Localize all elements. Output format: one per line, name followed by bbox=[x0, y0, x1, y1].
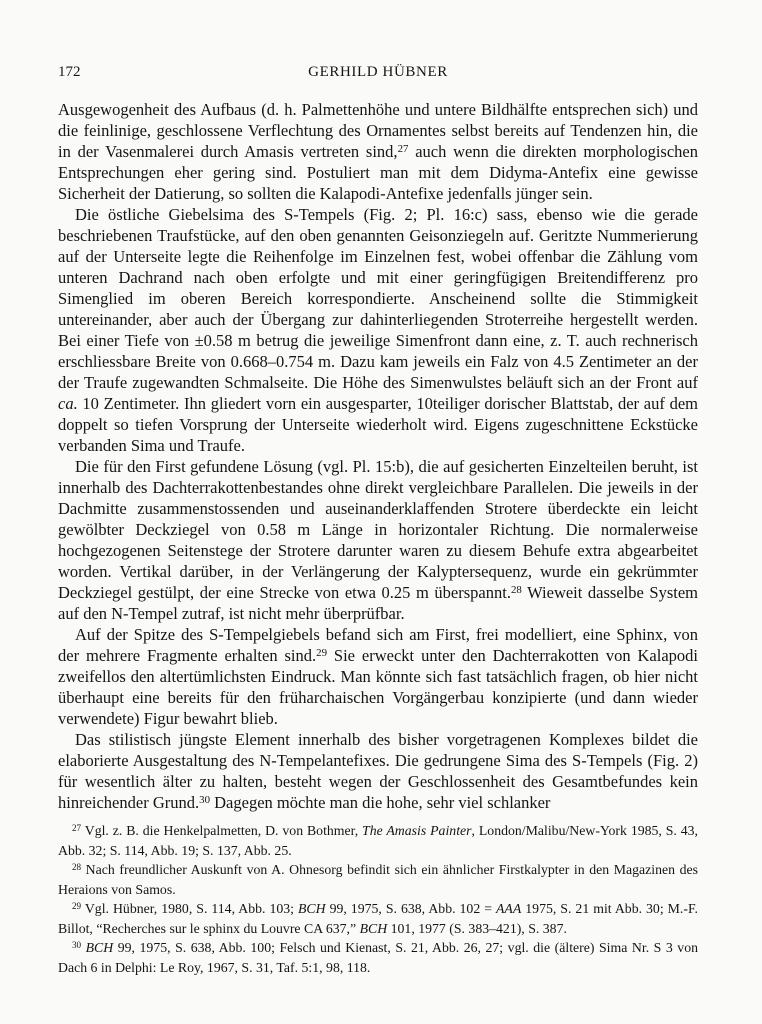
text-run: Vgl. Hübner, 1980, S. 114, Abb. 103; bbox=[81, 901, 298, 916]
footnotes-block bbox=[58, 821, 698, 977]
footnote-marker: 27 bbox=[397, 143, 409, 156]
body-paragraph bbox=[58, 456, 698, 624]
text-run: ca. bbox=[58, 394, 78, 413]
footnote-marker: 27 bbox=[72, 823, 82, 834]
body-paragraph bbox=[58, 624, 698, 729]
footnote-marker: 30 bbox=[199, 794, 210, 807]
text-run: Auf der Spitze des S-Tempelgiebels befand sich am First, frei modelliert, eine Sphinx, von der mehrere Fragmente erhalten sind. bbox=[58, 625, 698, 665]
footnote bbox=[58, 860, 698, 899]
text-run: Ausgewogenheit des Aufbaus (d. h. Palmettenhöhe und untere Bildhälfte entsprechen sich) und die feinlinige, geschlossene Verflechtung des Ornamentes selbst bereits auf Tendenzen hin, die in der Vasenmalerei durch Amasis vertreten sind, bbox=[58, 100, 698, 161]
footnote-marker: 30 bbox=[72, 940, 82, 951]
footnote bbox=[58, 899, 698, 938]
body-paragraph bbox=[58, 204, 698, 456]
running-header bbox=[58, 63, 698, 81]
text-run: , London/Malibu/New-York 1985, S. 43, Abb. 32; S. 114, Abb. 19; S. 137, Abb. 25. bbox=[58, 823, 699, 858]
text-run: 99, 1975, S. 638, Abb. 100; Felsch und Kienast, S. 21, Abb. 26, 27; vgl. die (ältere) Sima Nr. S 3 von Dach 6 in Delphi: Le Roy, 1967, S. 31, Taf. 5:1, 98, 118. bbox=[58, 940, 698, 975]
text-run: Sie erweckt unter den Dachterrakotten von Kalapodi zweifellos den altertümlichsten Eindruck. Man könnte sich fast tatsächlich fragen, ob hier nicht überhaupt eine bereits für den früharchaischen Vorgängerbau konzipierte (und dann wieder verwendete) Figur bewahrt blieb. bbox=[58, 646, 698, 728]
body-paragraph bbox=[58, 729, 698, 813]
text-run: Die für den First gefundene Lösung (vgl. Pl. 15:b), die auf gesicherten Einzelteilen beruht, ist innerhalb des Dachterrakottenbestandes ohne direkt vergleichbare Parallelen. Die jeweils in der Dachmitte zusammenstossenden und auseinanderklaffenden Strotere überdeckte ein leicht gewölbter Deckziegel von 0.58 m Länge in horizontaler Richtung. Die normalerweise hochgezogenen Seitenstege der Strotere darunter waren zu diesem Behufe extra abgearbeitet worden. Vertikal darüber, in der Verlängerung der Kalyptersequenz, wurde ein gekrümmter Deckziegel gestülpt, der eine Strecke von etwa 0.25 m überspannt. bbox=[58, 457, 698, 602]
text-run: Nach freundlicher Auskunft von A. Ohnesorg befindit sich ein ähnlicher Firstkalypter in den Magazinen des Heraions von Samos. bbox=[58, 862, 698, 897]
text-run: 101, 1977 (S. 383–421), S. 387. bbox=[387, 920, 567, 936]
text-run: 10 Zentimeter. Ihn gliedert vorn ein ausgesparter, 10teiliger dorischer Blattstab, der auf dem doppelt so tiefen Vorsprung der Unterseite wiederholt wird. Eigens zugeschnittene Eckstücke verbanden Sima und Traufe. bbox=[58, 394, 698, 455]
running-head-author: GERHILD HÜBNER bbox=[308, 64, 448, 80]
footnote-marker: 28 bbox=[510, 584, 522, 597]
text-run: Vgl. z. B. die Henkelpalmetten, D. von Bothmer, bbox=[81, 823, 363, 838]
footnote-marker: 29 bbox=[316, 647, 327, 660]
text-run: auch wenn die direkten morphologischen Entsprechungen eher gering sind. Postuliert man mit dem Didyma-Antefix eine gewisse Sicherheit der Datierung, so sollten die Kalapodi-Antefixe jedenfalls jünger sein. bbox=[58, 142, 698, 203]
text-run: BCH bbox=[297, 901, 326, 916]
text-run: Dagegen möchte man die hohe, sehr viel schlanker bbox=[210, 793, 551, 812]
text-run: BCH bbox=[359, 920, 388, 936]
page-number: 172 bbox=[58, 64, 81, 80]
text-run: 99, 1975, S. 638, Abb. 102 = bbox=[325, 901, 496, 916]
footnote-marker: 28 bbox=[72, 862, 82, 873]
footnote-marker: 29 bbox=[72, 901, 82, 912]
text-run: Die östliche Giebelsima des S-Tempels (Fig. 2; Pl. 16:c) sass, ebenso wie die gerade beschriebenen Traufstücke, auf den oben genannten Geisonziegeln auf. Geritzte Nummerierung auf der Unterseite legte die Reihenfolge im Einzelnen fest, wobei offenbar die Zählung vom unteren Dachrand nach oben erfolgte und mit einer geringfügigen Breitendifferenz pro Simenglied im oberen Bereich korrespondierte. Anscheinend sollte die Stimmigkeit untereinander, aber auch der Übergang zur dahinterliegenden Stroterreihe hergestellt werden. Bei einer Tiefe von ±0.58 m betrug die jeweilige Simenfront dann eine, z. T. auch rechnerisch erschliessbare Breite von 0.668–0.754 m. Dazu kam jeweils ein Falz von 4.5 Zentimeter an der der Traufe zugewandten Schmalseite. Die Höhe des Simenwulstes beläuft sich an der Front auf bbox=[58, 205, 698, 392]
footnote bbox=[58, 821, 698, 860]
text-run: BCH bbox=[85, 940, 114, 955]
text-run: AAA bbox=[495, 901, 522, 916]
text-run: Das stilistisch jüngste Element innerhalb des bisher vorgetragenen Komplexes bildet die elaborierte Ausgestaltung des N-Tempelantefixes. Die gedrungene Sima des S-Tempels (Fig. 2) für wesentlich älter zu halten, besteht wegen der Geschlossenheit des Gesamtbefundes kein hinreichender Grund. bbox=[58, 730, 698, 812]
body-text bbox=[58, 99, 698, 813]
text-run: 1975, S. 21 mit Abb. 30; M.-F. Billot, “Recherches sur le sphinx du Louvre CA 637,” bbox=[58, 901, 698, 936]
text-run: Wieweit dasselbe System auf den N-Tempel zutraf, ist nicht mehr überprüfbar. bbox=[58, 583, 699, 623]
footnote bbox=[58, 938, 698, 977]
text-run: The Amasis Painter bbox=[362, 823, 472, 838]
body-paragraph bbox=[58, 99, 698, 204]
